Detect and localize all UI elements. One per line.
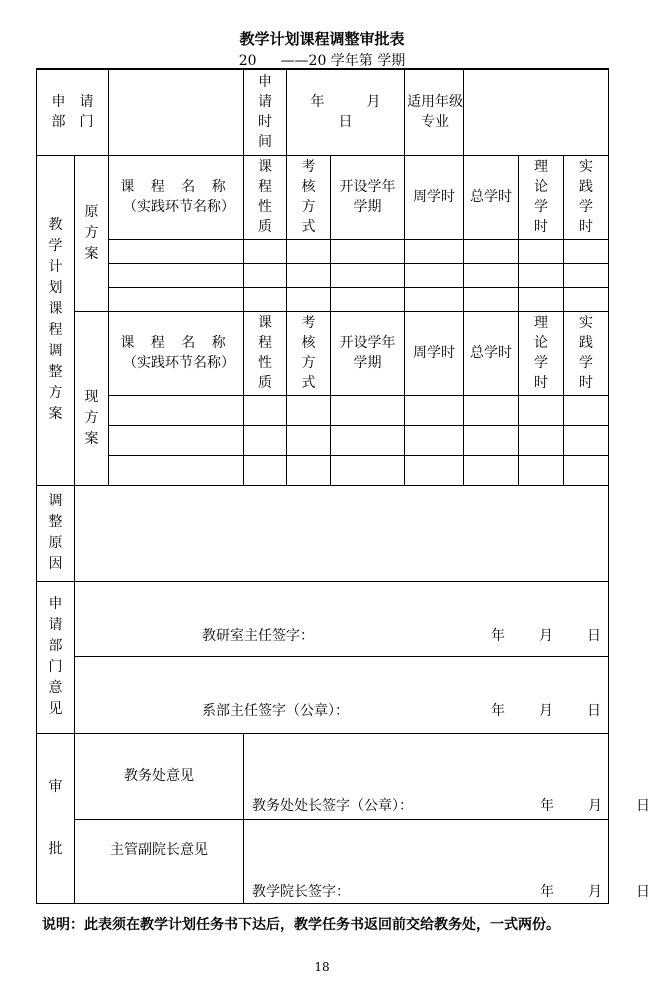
current-cell[interactable]	[564, 425, 609, 455]
col-exam	[287, 155, 331, 239]
vice-dean-label-cell	[75, 819, 244, 903]
course-name-title: 课 程 名 称	[120, 179, 232, 195]
original-cell[interactable]	[109, 263, 244, 287]
term-year-rest: ——20 学年第 学期	[280, 53, 406, 69]
academic-affairs-label-cell	[75, 733, 244, 819]
dept-opinion-row-2	[37, 656, 609, 733]
original-cell[interactable]	[564, 239, 609, 263]
col-semester-label: 开设学年学期	[339, 179, 396, 215]
col-weekly	[405, 311, 464, 395]
office-sig-year: 年	[491, 627, 505, 644]
academic-sig-day: 日	[636, 797, 650, 814]
current-cell[interactable]	[405, 455, 464, 485]
current-cell[interactable]	[331, 395, 405, 425]
col-semester-label: 开设学年学期	[339, 335, 396, 371]
col-practice-label: 实践学时	[579, 159, 593, 235]
dept-opinion-label-cell	[37, 581, 75, 733]
office-sign-cell[interactable]	[75, 581, 609, 656]
original-cell[interactable]	[464, 287, 519, 311]
current-cell[interactable]	[109, 395, 244, 425]
academic-affairs-label: 教务处意见	[124, 767, 194, 784]
col-theory	[519, 155, 564, 239]
current-cell[interactable]	[109, 455, 244, 485]
dept-opinion-label: 申请部门意见	[48, 596, 63, 717]
original-cell[interactable]	[405, 263, 464, 287]
original-cell[interactable]	[464, 263, 519, 287]
current-cell[interactable]	[405, 425, 464, 455]
current-cell[interactable]	[519, 425, 564, 455]
date-year: 年	[310, 94, 325, 111]
col-exam	[287, 311, 331, 395]
original-cell[interactable]	[109, 239, 244, 263]
course-name-sub: （实践环节名称）	[123, 355, 235, 371]
approval-label-cell	[37, 733, 75, 903]
col-exam-label: 考核方式	[301, 315, 316, 391]
col-practice-label: 实践学时	[579, 315, 593, 391]
approval-row-1	[37, 733, 609, 819]
col-course-name	[109, 155, 244, 239]
vice-sig-month: 月	[588, 883, 602, 900]
dept-value-cell[interactable]	[109, 69, 244, 155]
dept-sig-year: 年	[491, 702, 505, 719]
reason-label: 调整原因	[48, 493, 63, 572]
col-semester	[331, 155, 405, 239]
original-cell[interactable]	[564, 287, 609, 311]
current-row	[37, 425, 609, 455]
col-total-label: 总学时	[470, 345, 512, 361]
col-theory	[519, 311, 564, 395]
current-row	[37, 395, 609, 425]
original-cell[interactable]	[244, 239, 287, 263]
current-cell[interactable]	[564, 395, 609, 425]
time-label: 申请时间	[258, 74, 272, 151]
original-cell[interactable]	[331, 287, 405, 311]
col-theory-label: 理论学时	[534, 315, 548, 391]
approval-label-b: 批	[48, 841, 63, 857]
term-year-start: 20	[238, 53, 257, 69]
academic-sig-month: 月	[588, 797, 602, 814]
current-cell[interactable]	[464, 395, 519, 425]
course-name-sub: （实践环节名称）	[123, 199, 235, 215]
original-cell[interactable]	[405, 239, 464, 263]
current-plan-header	[37, 311, 609, 395]
original-cell[interactable]	[287, 239, 331, 263]
academic-sig-year: 年	[540, 797, 554, 814]
col-exam-label: 考核方式	[301, 159, 316, 235]
col-weekly-label: 周学时	[413, 189, 455, 205]
current-cell[interactable]	[244, 425, 287, 455]
original-row	[37, 287, 609, 311]
reason-row	[37, 485, 609, 581]
academic-affairs-sign-cell[interactable]	[244, 733, 650, 819]
original-cell[interactable]	[109, 287, 244, 311]
current-cell[interactable]	[519, 455, 564, 485]
original-cell[interactable]	[331, 239, 405, 263]
dept-label-cell	[37, 69, 109, 155]
original-plan-header	[37, 155, 609, 239]
dept-opinion-row-1	[37, 581, 609, 656]
original-cell[interactable]	[244, 263, 287, 287]
vice-dean-label: 主管副院长意见	[110, 841, 208, 858]
vice-dean-sign-cell[interactable]	[244, 819, 650, 903]
original-cell[interactable]	[287, 263, 331, 287]
col-theory-label: 理论学时	[534, 159, 548, 235]
grade-value-cell[interactable]	[464, 69, 609, 155]
reason-value-cell[interactable]	[75, 485, 609, 581]
approval-row-2	[37, 819, 609, 903]
current-cell[interactable]	[287, 395, 331, 425]
academic-sig-label: 教务处处长签字（公章）：	[252, 797, 413, 814]
original-label: 原方案	[84, 203, 99, 262]
current-label-cell	[75, 311, 109, 485]
date-cell[interactable]	[287, 69, 405, 155]
current-cell[interactable]	[287, 455, 331, 485]
col-nature-label: 课程性质	[258, 315, 272, 391]
vice-sig-label: 教学院长签字：	[252, 883, 350, 900]
date-day: 日	[338, 114, 353, 131]
page-number: 18	[314, 960, 330, 974]
col-total	[464, 155, 519, 239]
col-total	[464, 311, 519, 395]
office-sig-month: 月	[539, 627, 553, 644]
vice-sig-day: 日	[636, 883, 650, 900]
col-nature	[244, 311, 287, 395]
original-cell[interactable]	[519, 287, 564, 311]
current-cell[interactable]	[331, 455, 405, 485]
grade-label-cell	[405, 69, 464, 155]
header-row	[37, 69, 609, 155]
dept-label-line2: 部 门	[51, 114, 94, 131]
office-sig-label: 教研室主任签字：	[202, 627, 314, 644]
current-cell[interactable]	[405, 395, 464, 425]
original-cell[interactable]	[519, 239, 564, 263]
current-cell[interactable]	[564, 455, 609, 485]
plan-section-label-cell	[37, 155, 75, 485]
current-cell[interactable]	[464, 425, 519, 455]
reason-label-cell	[37, 485, 75, 581]
col-practice	[564, 155, 609, 239]
original-cell[interactable]	[464, 239, 519, 263]
col-nature-label: 课程性质	[258, 159, 272, 235]
col-nature	[244, 155, 287, 239]
col-semester	[331, 311, 405, 395]
approval-label-a: 审	[48, 779, 63, 795]
dept-sig-day: 日	[587, 702, 601, 719]
current-cell[interactable]	[519, 395, 564, 425]
original-label-cell	[75, 155, 109, 311]
original-cell[interactable]	[331, 263, 405, 287]
current-cell[interactable]	[464, 455, 519, 485]
course-name-title: 课 程 名 称	[120, 335, 232, 351]
grade-label: 适用年级专业	[407, 94, 463, 131]
col-practice	[564, 311, 609, 395]
date-month: 月	[366, 94, 381, 111]
dept-sign-cell[interactable]	[75, 656, 609, 733]
plan-section-label: 教学计划课程调整方案	[48, 217, 63, 422]
original-cell[interactable]	[405, 287, 464, 311]
original-cell[interactable]	[564, 263, 609, 287]
original-row	[37, 263, 609, 287]
current-row	[37, 455, 609, 485]
date-year-month	[287, 92, 404, 112]
dept-sig-label: 系部主任签字（公章）：	[202, 702, 349, 719]
current-cell[interactable]	[244, 455, 287, 485]
original-cell[interactable]	[244, 287, 287, 311]
form-note: 说明：此表须在教学计划任务书下达后，教学任务书返回前交给教务处，一式两份。	[42, 917, 560, 933]
current-cell[interactable]	[244, 395, 287, 425]
col-weekly-label: 周学时	[413, 345, 455, 361]
current-cell[interactable]	[109, 425, 244, 455]
form-title: 教学计划课程调整审批表	[239, 30, 405, 48]
academic-term-line	[0, 50, 644, 70]
col-total-label: 总学时	[470, 189, 512, 205]
approval-form-table	[36, 68, 650, 904]
current-cell[interactable]	[331, 425, 405, 455]
time-label-cell	[244, 69, 287, 155]
original-cell[interactable]	[519, 263, 564, 287]
original-row	[37, 239, 609, 263]
dept-label-line1: 申 请	[51, 94, 94, 111]
office-sig-day: 日	[587, 627, 601, 644]
original-cell[interactable]	[287, 287, 331, 311]
col-weekly	[405, 155, 464, 239]
current-cell[interactable]	[287, 425, 331, 455]
vice-sig-year: 年	[540, 883, 554, 900]
col-course-name	[109, 311, 244, 395]
current-label: 现方案	[84, 388, 99, 447]
dept-sig-month: 月	[539, 702, 553, 719]
